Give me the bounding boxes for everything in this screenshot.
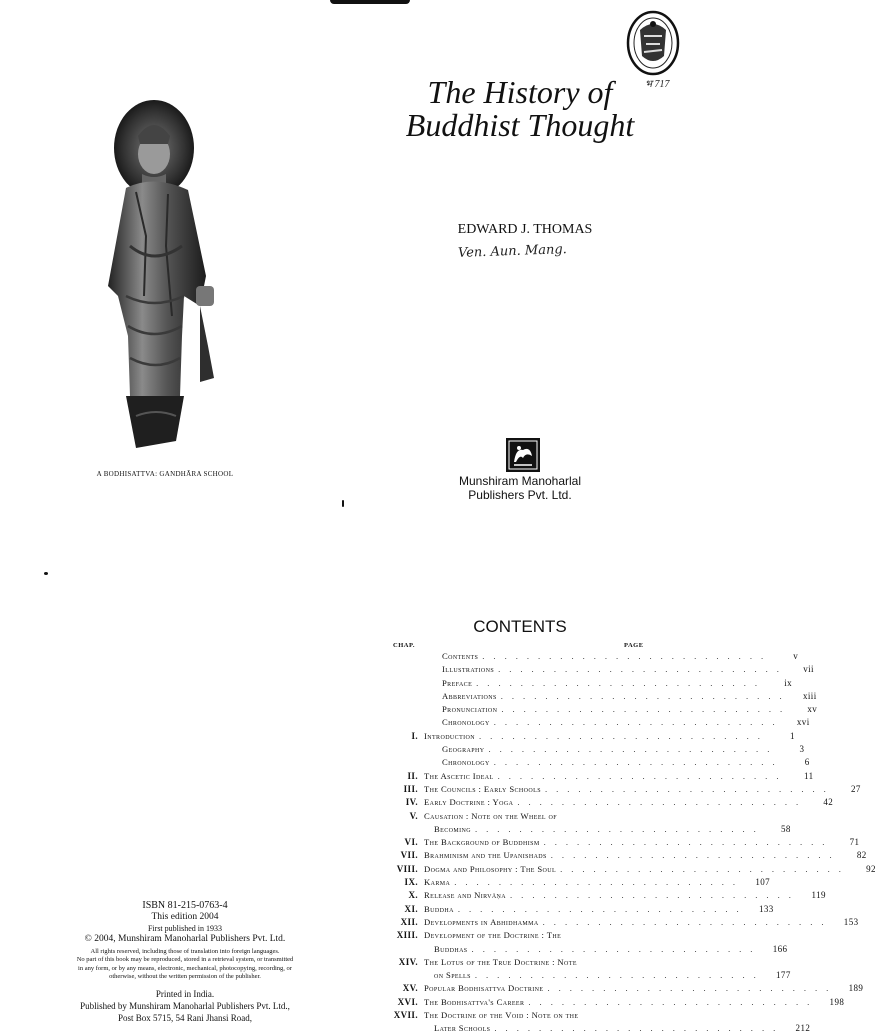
toc-entry — [388, 876, 771, 889]
toc-chapter-number: XVI. — [397, 996, 418, 1007]
toc-leader-dots: .......................... — [488, 744, 779, 755]
toc-entry — [388, 929, 650, 942]
toc-label: Chronology — [442, 717, 490, 728]
toc-page-number: 177 — [776, 970, 791, 981]
toc-leader-dots: .......................... — [500, 690, 791, 701]
toc-label: Causation : Note on the Wheel of — [424, 810, 557, 821]
toc-label-wrap — [424, 703, 791, 716]
toc-label-wrap — [424, 677, 766, 690]
toc-leader-dots: .......................... — [543, 837, 834, 848]
toc-leader-dots: .......................... — [493, 717, 784, 728]
toc-label-wrap — [424, 730, 769, 743]
toc-label: Introduction — [424, 730, 475, 741]
toc-entry — [388, 690, 817, 703]
toc-label-continued: on Spells — [434, 970, 471, 981]
toc-label-wrap — [424, 1009, 624, 1022]
toc-entry — [388, 756, 810, 769]
toc-page-number: 153 — [843, 916, 859, 927]
toc-chapter-number: V. — [409, 810, 418, 821]
bodhisattva-statue-image — [96, 96, 236, 451]
toc-label-wrap — [424, 716, 784, 729]
toc-page-number: xiii — [803, 690, 817, 701]
toc-page-number: 27 — [850, 783, 861, 794]
toc-page-number: 3 — [799, 744, 805, 755]
book-title-line-2: Buddhist Thought — [405, 107, 635, 143]
toc-entry — [388, 903, 774, 916]
stamp-scribble: भ 717 — [645, 79, 670, 90]
toc-page-number: 133 — [758, 903, 774, 914]
toc-page-number: 119 — [811, 890, 826, 901]
toc-label: Brahminism and the Upanishads — [424, 850, 547, 861]
toc-leader-dots: .......................... — [476, 677, 766, 688]
toc-entry — [388, 796, 834, 809]
toc-label-wrap — [424, 690, 791, 703]
toc-chapter-number: X. — [408, 890, 418, 901]
scan-mark — [44, 572, 48, 575]
toc-label: The Bodhisattva's Career — [424, 996, 525, 1007]
toc-leader-dots: .......................... — [494, 1023, 785, 1034]
table-of-contents — [388, 650, 876, 1036]
toc-entry — [388, 810, 650, 823]
toc-page-number: 6 — [804, 757, 810, 768]
toc-leader-dots: .......................... — [528, 996, 819, 1007]
toc-entry — [388, 916, 859, 929]
rights-notice — [40, 948, 330, 982]
toc-label: The Background of Buddhism — [424, 837, 540, 848]
toc-label-wrap — [424, 663, 788, 676]
toc-entry — [388, 863, 876, 876]
toc-leader-dots: .......................... — [479, 730, 769, 741]
handwritten-note: Ven. Aun. Mang. — [457, 242, 568, 261]
toc-entry — [388, 849, 867, 862]
toc-leader-dots: .......................... — [501, 704, 792, 715]
publisher-logo-icon — [506, 438, 540, 472]
author-name: EDWARD J. THOMAS — [457, 222, 593, 237]
toc-label: The Ascetic Ideal — [424, 770, 494, 781]
copyright-line: © 2004, Munshiram Manoharlal Publishers Pvt. Ltd. — [84, 934, 286, 944]
toc-page-number: vii — [803, 664, 814, 675]
toc-label-wrap — [424, 863, 850, 876]
toc-page-number: 166 — [772, 943, 788, 954]
rights-line: No part of this book may be reproduced, stored in a retrieval system, or transmitted — [76, 956, 294, 964]
toc-label-wrap — [424, 956, 624, 969]
toc-leader-dots: .......................... — [454, 877, 745, 888]
toc-chapter-number: III. — [403, 783, 418, 794]
toc-label: Release and Nirvāṇa — [424, 890, 507, 901]
toc-label-wrap — [424, 929, 624, 942]
toc-label: Preface — [442, 677, 473, 688]
toc-label-wrap — [424, 982, 837, 995]
toc-leader-dots: .......................... — [471, 943, 762, 954]
toc-page-number: xvi — [796, 717, 810, 728]
toc-page-number: 92 — [866, 863, 876, 874]
toc-label: The Lotus of the True Doctrine : Note — [424, 956, 577, 967]
first-published: First published in 1933 — [147, 924, 222, 933]
toc-leader-dots: .......................... — [497, 770, 788, 781]
toc-entry-continuation — [388, 969, 791, 982]
contents-heading: CONTENTS — [473, 617, 567, 636]
edition: This edition 2004 — [151, 912, 219, 922]
toc-entry — [388, 730, 795, 743]
toc-leader-dots: .......................... — [474, 970, 765, 981]
toc-leader-dots: .......................... — [457, 903, 748, 914]
rights-line: in any form, or by any means, electronic, mechanical, photocopying, recording, or — [78, 964, 292, 972]
toc-label-wrap — [424, 743, 778, 756]
toc-label: Popular Bodhisattva Doctrine — [424, 983, 544, 994]
isbn: ISBN 81-215-0763-4 — [142, 900, 228, 911]
toc-label-wrap — [424, 849, 841, 862]
toc-label-wrap — [424, 810, 624, 823]
toc-entry — [388, 716, 810, 729]
printed-in: Printed in India. — [155, 988, 215, 999]
toc-label: Karma — [424, 877, 451, 888]
toc-label-wrap — [424, 916, 833, 929]
toc-label: Abbreviations — [442, 690, 497, 701]
publisher-name-line-2: Publishers Pvt. Ltd. — [468, 488, 572, 502]
toc-label-continued: Buddhas — [434, 943, 468, 954]
toc-leader-dots: .......................... — [493, 757, 784, 768]
toc-page-number: 107 — [755, 877, 771, 888]
toc-chapter-number: IV. — [405, 797, 418, 808]
toc-label-wrap — [424, 650, 772, 663]
toc-entry — [388, 982, 864, 995]
toc-entry — [388, 663, 814, 676]
library-stamp-image — [626, 10, 680, 76]
toc-label-wrap — [424, 796, 807, 809]
publisher-address: Post Box 5715, 54 Rani Jhansi Road, — [117, 1012, 252, 1023]
copyright-block — [40, 900, 330, 1024]
toc-page-number: 212 — [795, 1023, 811, 1034]
toc-leader-dots: .......................... — [547, 983, 838, 994]
toc-leader-dots: .......................... — [542, 916, 833, 927]
toc-page-number: 42 — [823, 797, 834, 808]
toc-page-number: 82 — [856, 850, 867, 861]
toc-entry — [388, 956, 650, 969]
scan-mark — [342, 500, 344, 507]
published-by: Published by Munshiram Manoharlal Publishers Pvt. Ltd., — [80, 1000, 290, 1011]
toc-label: Development of the Doctrine : The — [424, 930, 562, 941]
toc-label-wrap — [424, 969, 765, 982]
toc-page-number: 189 — [848, 983, 864, 994]
toc-label-wrap — [424, 770, 787, 783]
toc-chapter-number: IX. — [404, 877, 418, 888]
publisher-name-line-1: Munshiram Manoharlal — [458, 474, 582, 488]
toc-label-continued: Becoming — [434, 823, 471, 834]
toc-label-wrap — [424, 756, 784, 769]
toc-entry — [388, 677, 792, 690]
toc-label: Buddha — [424, 903, 454, 914]
toc-page-number: 11 — [804, 770, 814, 781]
toc-chapter-number: I. — [411, 730, 418, 741]
toc-label-wrap — [424, 903, 748, 916]
book-title-line-1: The History of — [427, 74, 613, 110]
toc-label: Geography — [442, 744, 485, 755]
toc-entry — [388, 996, 845, 1009]
toc-chapter-number: XIII. — [396, 930, 418, 941]
toc-chapter-number: XII. — [400, 916, 418, 927]
toc-entry-continuation — [388, 823, 791, 836]
toc-page-number: v — [793, 651, 799, 661]
toc-label-wrap — [424, 783, 835, 796]
toc-entry-continuation — [388, 943, 788, 956]
toc-chapter-number: XVII. — [393, 1010, 418, 1021]
frontispiece-caption: A BODHISATTVA: GANDHĀRA SCHOOL — [96, 470, 234, 478]
toc-chapter-number: XI. — [404, 903, 418, 914]
toc-label: Early Doctrine : Yoga — [424, 797, 514, 808]
chap-column-label: CHAP. — [393, 642, 415, 649]
toc-label: The Councils : Early Schools — [424, 783, 541, 794]
book-title — [380, 76, 660, 142]
toc-chapter-number: XIV. — [398, 956, 418, 967]
toc-label-wrap — [424, 996, 818, 1009]
toc-chapter-number: XV. — [402, 983, 418, 994]
scan-mark — [330, 0, 410, 4]
toc-label: Contents — [442, 651, 479, 661]
toc-leader-dots: .......................... — [510, 890, 800, 901]
toc-entry — [388, 783, 861, 796]
toc-leader-dots: .......................... — [474, 823, 765, 834]
toc-page-number: 58 — [780, 823, 791, 834]
toc-label: The Doctrine of the Void : Note on the — [424, 1010, 579, 1021]
toc-label-continued: Later Schools — [434, 1023, 491, 1034]
toc-leader-dots: .......................... — [550, 850, 841, 861]
rights-line: otherwise, without the written permission of the publisher. — [109, 973, 261, 981]
toc-chapter-number: II. — [407, 770, 418, 781]
toc-label-wrap — [424, 876, 744, 889]
toc-page-number: 71 — [849, 837, 860, 848]
toc-chapter-number: VIII. — [396, 863, 418, 874]
toc-leader-dots: .......................... — [482, 651, 773, 661]
toc-label-wrap — [424, 889, 800, 902]
toc-leader-dots: .......................... — [517, 797, 808, 808]
toc-page-number: xv — [807, 704, 818, 715]
toc-entry — [388, 650, 799, 663]
toc-entry — [388, 889, 826, 902]
toc-label: Illustrations — [442, 664, 495, 675]
publisher-name — [440, 474, 600, 502]
toc-entry — [388, 703, 818, 716]
toc-page-number: 1 — [789, 730, 795, 741]
toc-label-wrap — [424, 823, 765, 836]
toc-chapter-number: VII. — [400, 850, 418, 861]
toc-label: Chronology — [442, 757, 490, 768]
toc-leader-dots: .......................... — [560, 863, 850, 874]
toc-page-number: 198 — [829, 996, 845, 1007]
toc-page-number: ix — [784, 677, 792, 688]
toc-entry-continuation — [388, 1022, 811, 1035]
toc-entry — [388, 770, 814, 783]
toc-label-wrap — [424, 1022, 784, 1035]
toc-entry — [388, 836, 860, 849]
toc-chapter-number: VI. — [404, 837, 418, 848]
toc-leader-dots: .......................... — [544, 783, 835, 794]
toc-entry — [388, 743, 805, 756]
toc-label-wrap — [424, 943, 761, 956]
toc-entry — [388, 1009, 650, 1022]
rights-line: All rights reserved, including those of translation into foreign languages. — [90, 948, 280, 955]
toc-label: Developments in Abhidhamma — [424, 916, 539, 927]
toc-leader-dots: .......................... — [498, 664, 788, 675]
toc-label: Dogma and Philosophy : The Soul — [424, 863, 557, 874]
toc-label-wrap — [424, 836, 833, 849]
toc-label: Pronunciation — [442, 704, 498, 715]
page-column-label: PAGE — [624, 642, 644, 649]
